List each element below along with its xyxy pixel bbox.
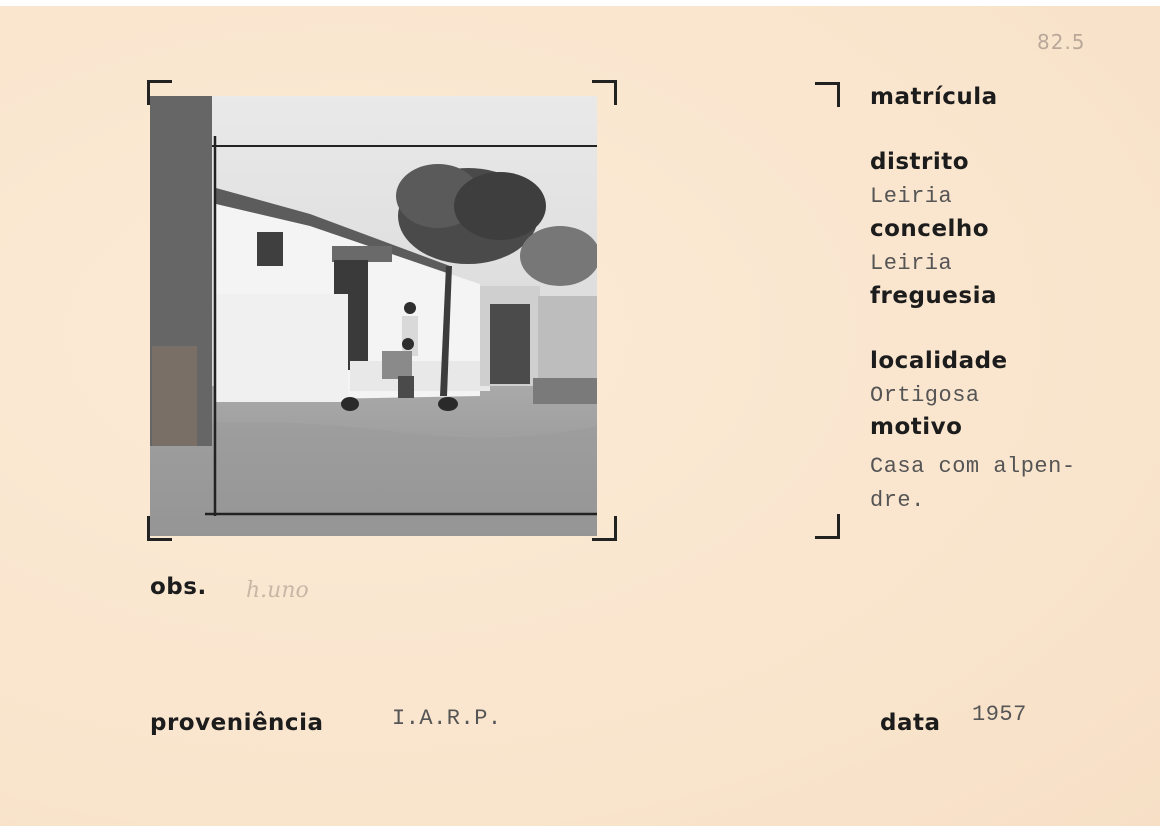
value-data: 1957 xyxy=(972,702,1027,727)
value-motivo-line1: Casa com alpen- xyxy=(870,454,1076,479)
label-obs: obs. xyxy=(150,574,207,600)
label-matricula: matrícula xyxy=(870,84,998,110)
value-concelho: Leiria xyxy=(870,251,953,276)
value-proveniencia: I.A.R.P. xyxy=(392,706,502,731)
value-localidade: Ortigosa xyxy=(870,383,980,408)
archive-card xyxy=(0,6,1160,826)
fields-corner-top xyxy=(815,82,840,107)
fields-corner-bottom xyxy=(815,514,840,539)
handwritten-note: h.uno xyxy=(246,578,309,603)
photograph-image xyxy=(150,96,597,536)
label-localidade: localidade xyxy=(870,348,1008,374)
label-proveniencia: proveniência xyxy=(150,710,324,736)
label-data: data xyxy=(880,710,941,736)
value-distrito: Leiria xyxy=(870,184,953,209)
value-motivo-line2: dre. xyxy=(870,488,925,513)
label-freguesia: freguesia xyxy=(870,283,997,309)
label-concelho: concelho xyxy=(870,216,990,242)
photograph xyxy=(150,96,597,536)
label-distrito: distrito xyxy=(870,149,970,175)
card-number: 82.5 xyxy=(1037,30,1086,54)
label-motivo: motivo xyxy=(870,414,963,440)
